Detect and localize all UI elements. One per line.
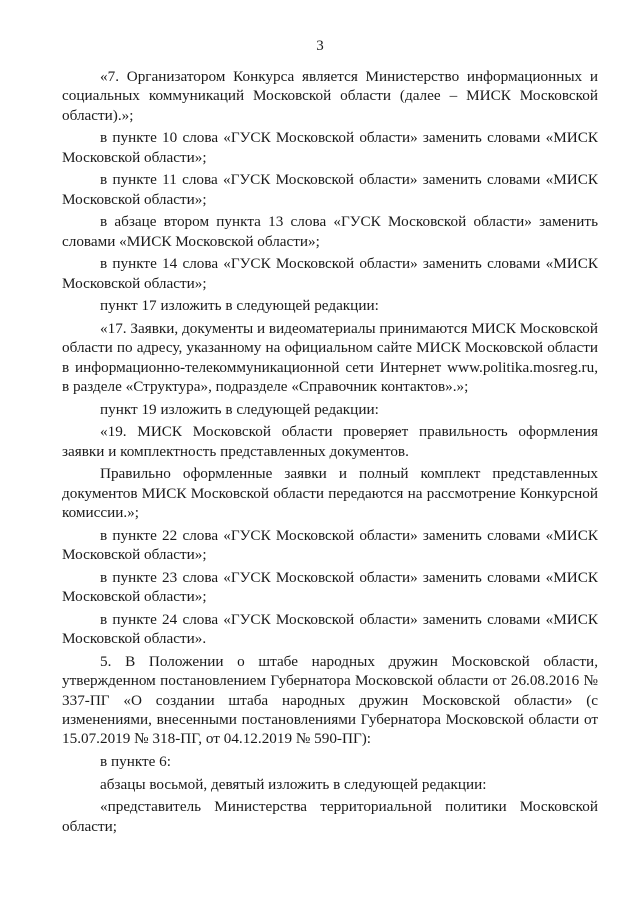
paragraph: Правильно оформленные заявки и полный комплект представленных документов МИСК Московской области передаются на рассмотрение Конкурсной комиссии.»; [62, 465, 598, 522]
paragraph: в пункте 10 слова «ГУСК Московской области» заменить словами «МИСК Московской области»; [62, 129, 598, 166]
paragraph: «17. Заявки, документы и видеоматериалы принимаются МИСК Московской области по адресу, указанному на официальном сайте МИСК Московской области в информационно-телекоммуникационной сети Интернет www.politika.mosreg.ru, в разделе «Структура», подразделе «Справочник контактов».»; [62, 320, 598, 396]
page-number: 3 [316, 38, 324, 54]
paragraph: в пункте 11 слова «ГУСК Московской области» заменить словами «МИСК Московской области»; [62, 171, 598, 208]
paragraph: абзацы восьмой, девятый изложить в следующей редакции: [100, 775, 487, 793]
paragraph: «19. МИСК Московской области проверяет правильность оформления заявки и комплектность представленных документов. [62, 423, 598, 460]
paragraph: «7. Организатором Конкурса является Министерство информационных и социальных коммуникаций Московской области (далее – МИСК Московской области).»; [62, 68, 598, 124]
paragraph: в пункте 14 слова «ГУСК Московской области» заменить словами «МИСК Московской области»; [62, 255, 598, 292]
paragraph: в пункте 24 слова «ГУСК Московской области» заменить словами «МИСК Московской области». [62, 610, 598, 648]
paragraph: пункт 19 изложить в следующей редакции: [100, 400, 379, 418]
paragraph: в абзаце втором пункта 13 слова «ГУСК Московской области» заменить словами «МИСК Московской области»; [62, 213, 598, 250]
paragraph: в пункте 23 слова «ГУСК Московской области» заменить словами «МИСК Московской области»; [62, 568, 598, 606]
paragraph: 5. В Положении о штабе народных дружин Московской области, утвержденном постановлением Губернатора Московской области от 26.08.2016 № 337-ПГ «О создании штаба народных дружин Московской области» (с изменениями, внесенными постановлениями Губернатора Московской области от 15.07.2019 № 318-ПГ, от 04.12.2019 № 590-ПГ): [62, 652, 598, 748]
paragraph: «представитель Министерства территориальной политики Московской области; [62, 798, 598, 835]
paragraph: в пункте 6: [100, 753, 171, 771]
paragraph: пункт 17 изложить в следующей редакции: [100, 297, 379, 315]
paragraph: в пункте 22 слова «ГУСК Московской области» заменить словами «МИСК Московской области»; [62, 526, 598, 564]
document-body [62, 67, 598, 839]
